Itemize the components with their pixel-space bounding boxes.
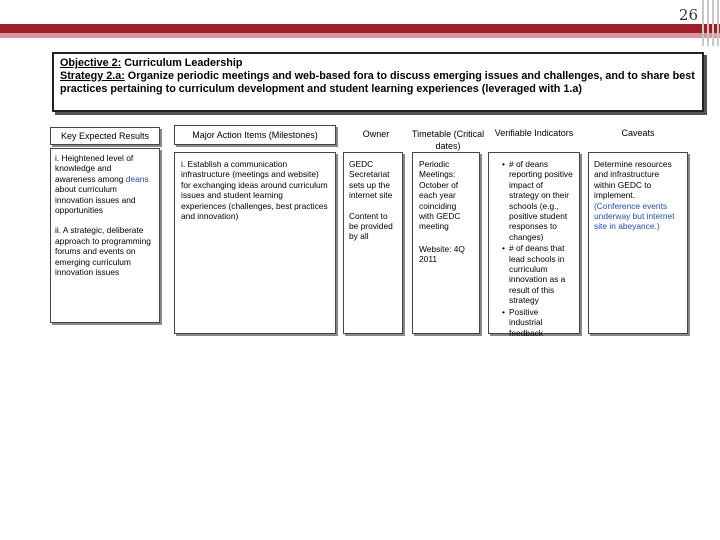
strategy-text: Organize periodic meetings and web-based fora to discuss emerging issues and challenges, and to share best practices pertaining to curriculum development and student learning experiences (leveraged with 1.a) xyxy=(60,70,695,95)
action-item-1: i. Establish a communication infrastructure (meetings and website) for exchanging ideas around curriculum issues and student learning experiences (challenges, best practices and innovation) xyxy=(181,159,328,222)
indicator-item: • # of deans reporting positive impact of strategy on their schools (e.g., positive student responses to changes) xyxy=(509,159,574,242)
objective-label: Objective 2: xyxy=(60,57,122,69)
strategy-label: Strategy 2.a: xyxy=(60,70,125,82)
page-number: 26 xyxy=(678,6,698,24)
key-result-item-1: i. Heightened level of knowledge and awareness among deans about curriculum innovation issues and opportunities xyxy=(55,153,149,216)
caveats-body xyxy=(588,152,688,334)
owner-line-1: GEDC Secretariat sets up the internet site xyxy=(349,159,393,201)
header-accent-bar xyxy=(0,33,720,38)
timetable-body xyxy=(412,152,480,334)
timetable-line-1: Periodic Meetings: October of each year coinciding with GEDC meeting xyxy=(419,159,461,232)
actions-body xyxy=(174,152,336,334)
key-results-body xyxy=(50,148,160,323)
caveats-header: Caveats xyxy=(621,128,655,138)
key-results-header: Key Expected Results xyxy=(50,127,160,145)
timetable-line-2: Website: 4Q 2011 xyxy=(419,243,465,265)
owner-header: Owner xyxy=(362,129,390,139)
indicators-header: Verifiable Indicators xyxy=(494,128,574,138)
corner-decoration xyxy=(700,0,720,46)
actions-header: Major Action Items (Milestones) xyxy=(174,125,336,145)
caveats-text: Determine resources and infrastructure within GEDC to implement. xyxy=(594,159,672,201)
indicators-body xyxy=(488,152,580,338)
indicator-item: • # of deans that lead schools in curriculum innovation as a result of this strategy xyxy=(509,243,574,305)
owner-line-2: Content to be provided by all xyxy=(349,210,393,242)
indicator-item: • Positive industrial feedback xyxy=(509,307,574,338)
header-bar xyxy=(0,24,720,33)
key-result-item-2: ii. A strategic, deliberate approach to programming forums and events on emerging curriculum innovation issues xyxy=(55,225,151,278)
timetable-header: Timetable (Critical dates) xyxy=(411,129,485,151)
objective-box xyxy=(52,52,704,112)
caveats-note: (Conference events underway but internet site in abeyance.) xyxy=(594,200,675,232)
owner-body xyxy=(343,152,403,334)
objective-text: Curriculum Leadership xyxy=(121,57,243,69)
